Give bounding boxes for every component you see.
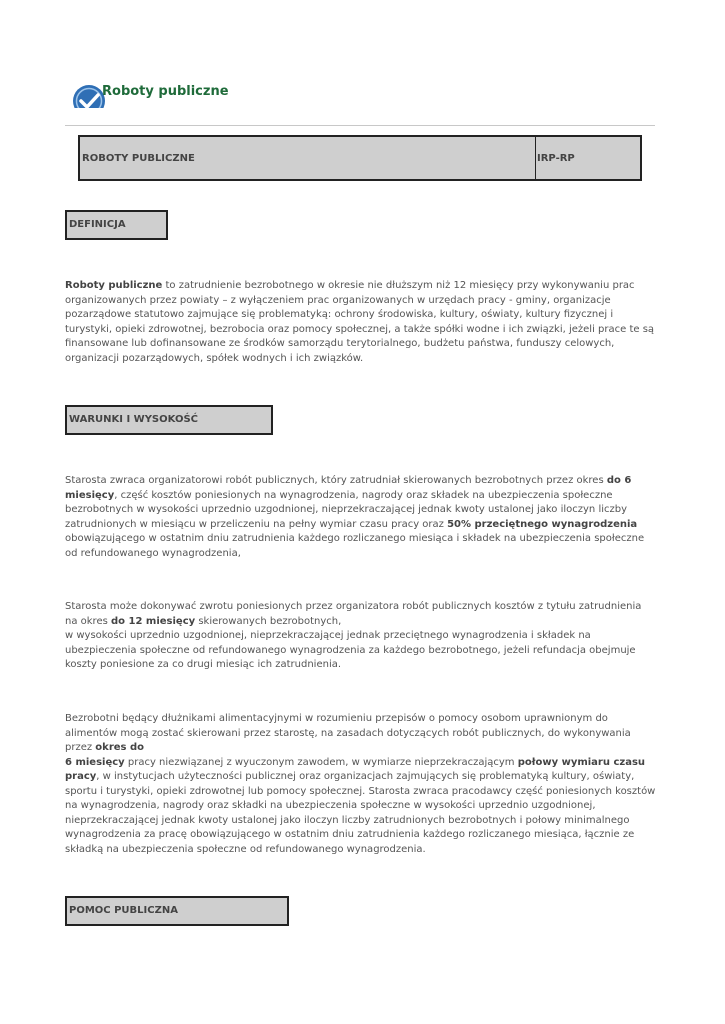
header-name-cell <box>80 137 536 179</box>
highlight-worktime: połowy wymiaru czasu pracy <box>65 756 646 782</box>
text-run: , w instytucjach użyteczności publicznej oraz organizacjach zajmujących się problematyką kultury, oświaty, sportu i turystyki, opieki zdrowotnej lub pomocy społecznej. Starosta zwraca pracodawcy część poniesionych kosztów na wynagrodzenia, nagrody oraz składki na ubezpieczenia społeczne w wysokości uprzednio uzgodnionej, nieprzekraczającej jednak kwoty ustalonej jako iloczyn liczby zatrudnionych bezrobotnych i połowy minimalnego wynagrodzenia za pracę obowiązującego w ostatnim dniu zatrudnienia każdego rozliczanego miesiąca, łącznie ze składką na ubezpieczenia społeczne od refundowanego wynagrodzenia. <box>65 771 656 855</box>
conditions-paragraph-1 <box>65 474 657 561</box>
section-heading-label: WARUNKI I WYSOKOŚĆ <box>69 414 198 425</box>
title-divider <box>65 125 655 126</box>
highlight-period: do 12 miesięcy <box>111 615 196 627</box>
highlight-period: do 6 miesięcy <box>65 475 632 501</box>
section-heading-pomoc <box>65 896 289 926</box>
highlight-salary: 50% przeciętnego wynagrodzenia <box>447 518 638 530</box>
page-title: Roboty publiczne <box>102 84 229 99</box>
text-run: Starosta zwraca organizatorowi robót publicznych, który zatrudniał skierowanych bezrobotnych przez okres <box>65 475 607 486</box>
text-run: w wysokości uprzednio uzgodnionej, nieprzekraczającej jednak przeciętnego wynagrodzenia i składek na ubezpieczenia społeczne od refundowanego wynagrodzenia za każdego bezrobotnego, jeżeli refundacja obejmuje koszty poniesione za co drugi miesiąc ich zatrudnienia. <box>65 630 636 670</box>
definition-text: to zatrudnienie bezrobotnego w okresie nie dłuższym niż 12 miesięcy przy wykonywaniu prac organizowanych przez powiaty – z wyłączeniem prac organizowanych w urzędach pracy - gminy, organizacje pozarządowe statutowo zajmujące się problematyką: ochrony środowiska, kultury, oświaty, kultury fizycznej i turystyki, opieki zdrowotnej, bezrobocia oraz pomocy społecznej, a także spółki wodne i ich związki, jeżeli prace te są finansowane lub dofinansowane ze środków samorządu terytorialnego, budżetu państwa, funduszy celowych, organizacji pozarządowych, spółek wodnych i ich związków. <box>65 280 655 364</box>
definition-term: Roboty publiczne <box>65 280 163 291</box>
text-run: obowiązującego w ostatnim dniu zatrudnienia każdego rozliczanego miesiąca i składek na ubezpieczenia społeczne od refundowanego wynagrodzenia, <box>65 533 645 559</box>
text-run: pracy niezwiązanej z wyuczonym zawodem, w wymiarze nieprzekraczającym <box>124 756 518 768</box>
conditions-paragraph-3 <box>65 712 657 857</box>
section-heading-label: DEFINICJA <box>69 219 126 230</box>
highlight-period: okres do <box>95 742 144 753</box>
text-run: Bezrobotni będący dłużnikami alimentacyjnymi w rozumieniu przepisów o pomocy osobom uprawnionym do alimentów mogą zostać skierowani przez starostę, na zasadach dotyczących robót publicznych, do wykonywania przez <box>65 713 631 753</box>
highlight-period: 6 miesięcy <box>65 756 125 768</box>
checkmark-badge-icon <box>72 84 106 108</box>
conditions-paragraph-2 <box>65 600 657 673</box>
section-heading-warunki <box>65 405 273 435</box>
text-run: Starosta może dokonywać zwrotu poniesionych przez organizatora robót publicznych kosztów z tytułu zatrudnienia na okres <box>65 601 642 627</box>
section-heading-label: POMOC PUBLICZNA <box>69 905 178 916</box>
definition-paragraph <box>65 279 657 366</box>
text-run: , część kosztów poniesionych na wynagrodzenia, nagrody oraz składek na ubezpieczenia społeczne bezrobotnych w wysokości uprzednio uzgodnionej, nieprzekraczającej jednak kwoty ustalonej jako iloczyn liczby zatrudnionych w miesiącu w przeliczeniu na pełny wymiar czasu pracy oraz <box>65 489 628 530</box>
header-code: IRP-RP <box>537 153 575 164</box>
header-table <box>78 135 642 181</box>
text-run: skierowanych bezrobotnych, <box>195 615 342 627</box>
header-name: ROBOTY PUBLICZNE <box>82 153 195 164</box>
section-heading-definicja <box>65 210 168 240</box>
